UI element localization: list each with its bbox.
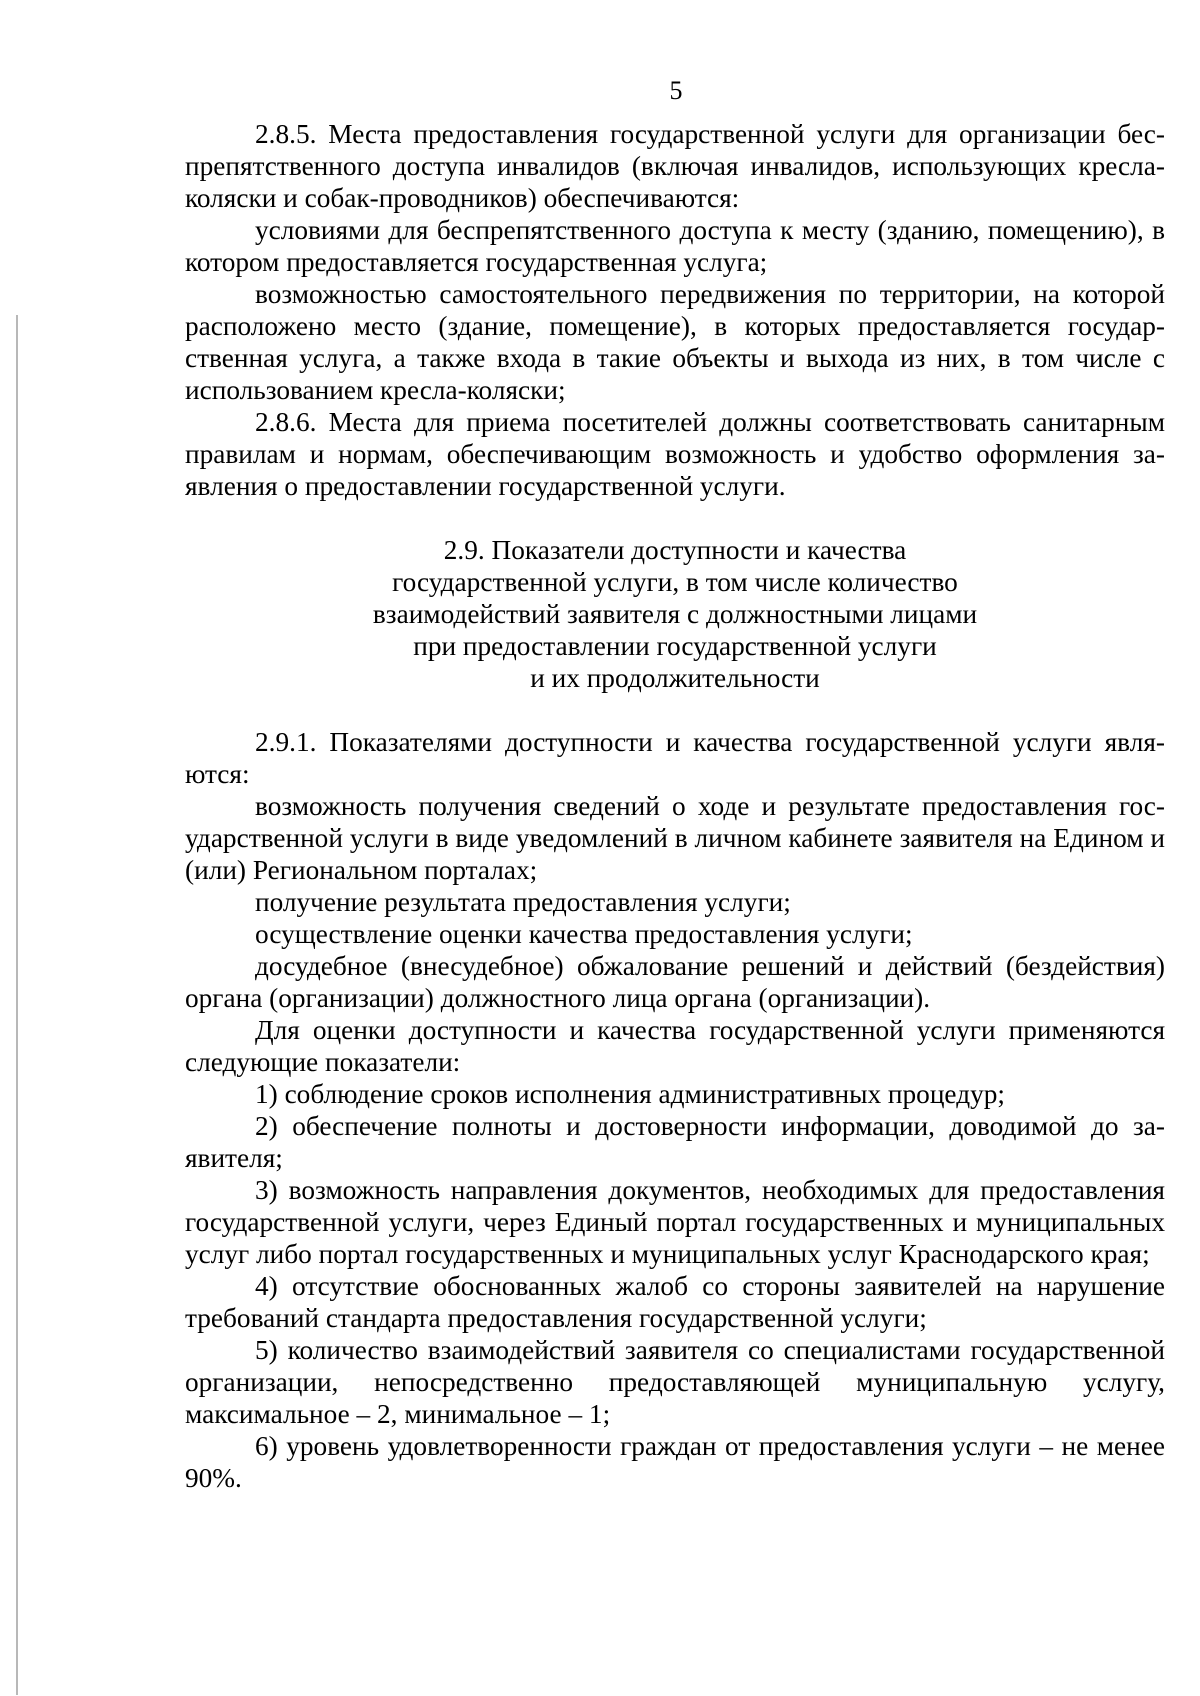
heading-line: и их продолжительности [530,663,820,693]
paragraph-access-conditions: условиями для беспрепятственного доступа к месту (зданию, помещению), в котором предоставляется государственная услуга; [185,215,1165,277]
paragraph-2-9-1: 2.9.1. Показателями доступности и качества государственной услуги являются: [185,727,1165,789]
paragraph-pretrial-appeal: досудебное (внесудебное) обжалование решений и действий (бездействия) органа (организации) должностного лица органа (организации). [185,951,1165,1013]
heading-line: взаимодействий заявителя с должностными лицами [372,599,978,629]
document-body [185,118,1165,1494]
paragraph-indicators-intro: Для оценки доступности и качества государственной услуги применяются следующие показатели: [185,1015,1165,1077]
list-item-1: 1) соблюдение сроков исполнения административных процедур; [255,1079,1005,1109]
heading-line: государственной услуги, в том числе количество [392,567,958,597]
list-item-3: 3) возможность направления документов, необходимых для предоставления государственной услуги, через Единый портал государственных и муниципальных услуг либо портал государственных и муниципальных услуг Краснодарского края; [185,1175,1165,1269]
page-number: 5 [669,76,683,105]
list-item-2: 2) обеспечение полноты и достоверности информации, доводимой до заявителя; [185,1111,1165,1173]
list-item-4: 4) отсутствие обоснованных жалоб со стороны заявителей на нарушение требований стандарта предоставления государственной услуги; [185,1271,1165,1333]
paragraph-result-receipt: получение результата предоставления услуги; [255,887,791,917]
heading-line: 2.9. Показатели доступности и качества [443,535,907,565]
list-item-6: 6) уровень удовлетворенности граждан от предоставления услуги – не менее 90%. [185,1431,1165,1493]
paragraph-2-8-5: 2.8.5. Места предоставления государственной услуги для организации беспрепятственного доступа инвалидов (включая инвалидов, использующих кресла-коляски и собак-проводников) обеспечиваются: [185,119,1165,213]
paragraph-movement-possibility: возможностью самостоятельного передвижения по территории, на которой расположено место (здание, помещение), в которых предоставляется государственная услуга, а также входа в такие объекты и выхода из них, в том числе с использованием кресла-коляски; [185,279,1165,405]
spacer [185,694,1165,726]
spacer [185,502,1165,534]
paragraph-quality-assessment: осуществление оценки качества предоставления услуги; [255,919,913,949]
list-item-5: 5) количество взаимодействий заявителя со специалистами государственной организации, непосредственно предоставляющей муниципальную услугу, максимальное – 2, минимальное – 1; [185,1335,1165,1429]
section-heading-2-9 [185,534,1165,694]
scan-edge-line [16,315,18,1695]
paragraph-info-possibility: возможность получения сведений о ходе и результате предоставления государственной услуги в виде уведомлений в личном кабинете заявителя на Едином и (или) Региональном порталах; [185,791,1165,885]
heading-line: при предоставлении государственной услуги [413,631,937,661]
paragraph-2-8-6: 2.8.6. Места для приема посетителей должны соответствовать санитарным правилам и нормам, обеспечивающим возможность и удобство оформления заявления о предоставлении государственной услуги. [185,407,1165,501]
